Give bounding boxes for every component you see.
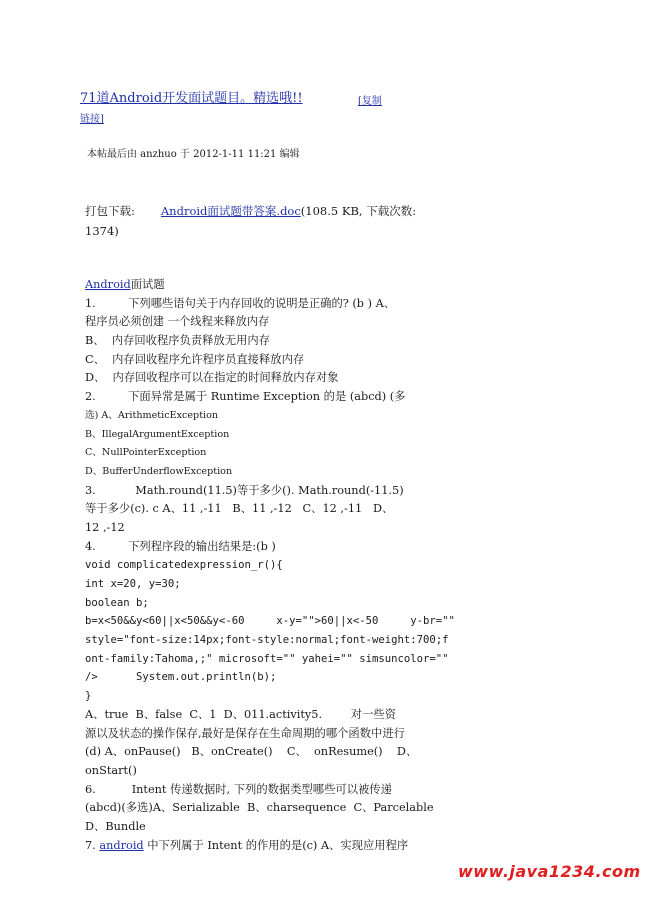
post-title-link[interactable]: 71道Android开发面试题目。精选哦!! — [80, 91, 303, 106]
code-line: void complicatedexpression_r(){ — [85, 559, 283, 572]
edit-note: 本帖最后由 anzhuo 于 2012-1-11 11:21 编辑 — [87, 149, 300, 160]
content-line: 12 ,-12 — [85, 520, 125, 534]
content-line: D、Bundle — [85, 819, 146, 833]
code-line: b=x<50&&y<60||x<50&&y<-60 x-y="">60||x<-50 y-br="" — [85, 615, 455, 628]
content-line-last — [85, 837, 447, 856]
download-label: 打包下载: — [85, 204, 135, 218]
content-line: (abcd)(多选)A、Serializable B、charsequence C、Parcelable — [85, 801, 434, 815]
content-line: B、IllegalArgumentException — [85, 428, 230, 440]
copy-link-part1[interactable]: [复制 — [358, 96, 382, 107]
content-line: onStart() — [85, 763, 137, 777]
post-title-row — [80, 90, 400, 108]
content-line: 6. Intent 传递数据时, 下列的数据类型哪些可以被传递 — [85, 782, 392, 796]
content-line: 4. 下列程序段的输出结果是:(b ) — [85, 539, 276, 553]
content-line: C、NullPointerException — [85, 447, 207, 459]
content-line: (d) A、onPause() B、onCreate() C、 onResume() D、 — [85, 745, 418, 759]
download-info-1: (108.5 KB, 下载次数: — [300, 204, 417, 218]
content-line: 等于多少(c). c A、11 ,-11 B、11 ,-12 C、12 ,-11 D、 — [85, 502, 394, 516]
content-line: 选) A、ArithmeticException — [85, 409, 219, 421]
content-line: 源以及状态的操作保存,最好是保存在生命周期的哪个函数中进行 — [85, 726, 405, 740]
content-line: D、BufferUnderflowException — [85, 465, 233, 477]
code-line: style="font-size:14px;font-style:normal;font-weight:700;f — [85, 634, 449, 647]
android-link[interactable]: android — [99, 838, 144, 852]
download-info-2: 1374) — [85, 224, 119, 238]
section-heading — [85, 276, 447, 295]
heading-link[interactable]: Android — [85, 278, 131, 291]
code-line: int x=20, y=30; — [85, 578, 181, 590]
code-line: /> System.out.println(b); — [85, 671, 277, 684]
content-line: 程序员必须创建 一个线程来释放内存 — [85, 315, 270, 329]
content-line: 3. Math.round(11.5)等于多少(). Math.round(-11.5) — [85, 483, 404, 497]
code-line: } — [85, 690, 92, 703]
site-watermark: www.java1234.com — [458, 862, 641, 881]
code-line: boolean b; — [85, 596, 149, 609]
content-line: 1. 下列哪些语句关于内存回收的说明是正确的? (b ) A、 — [85, 296, 396, 310]
heading-rest: 面试题 — [130, 278, 165, 291]
content-line: B、 内存回收程序负责释放无用内存 — [85, 334, 270, 348]
content-line: D、 内存回收程序可以在指定的时间释放内存对象 — [85, 371, 339, 385]
last-line-rest: 中下列属于 Intent 的作用的是(c) A、实现应用程序 — [143, 838, 409, 852]
article-body — [85, 276, 455, 855]
download-line — [85, 202, 455, 220]
last-line-prefix: 7. — [85, 838, 100, 852]
content-line: C、 内存回收程序允许程序员直接释放内存 — [85, 352, 305, 366]
download-file-link[interactable]: Android面试题带答案.doc — [160, 204, 301, 218]
code-line: ont-family:Tahoma,;" microsoft="" yahei="" simsuncolor="" — [85, 652, 449, 665]
content-line: 2. 下面异常是属于 Runtime Exception 的是 (abcd) (多 — [85, 390, 406, 404]
copy-link-part2[interactable]: 链接] — [80, 114, 104, 125]
content-line: A、true B、false C、1 D、011.activity5. 对一些资 — [85, 707, 396, 721]
